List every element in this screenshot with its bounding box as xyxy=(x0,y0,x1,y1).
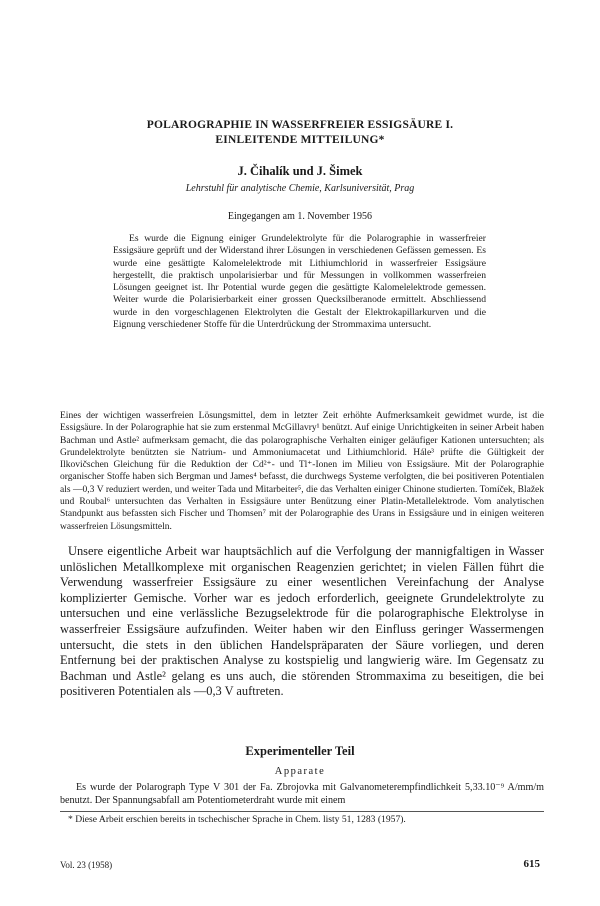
title-line-2: EINLEITENDE MITTEILUNG* xyxy=(215,134,385,146)
body-paragraph: Unsere eigentliche Arbeit war hauptsächlich auf die Verfolgung der mannigfaltigen in Wasser unlöslichen Metallkomplexe mit organischen Reagenzien gerichtet; in vielen Fällen führt die Verwendung wasserfreier Essigsäure zu einer wesentlichen Vereinfachung der Analyse komplizierter Gemische. Vorher war es jedoch erforderlich, geeignete Grundelektrolyte zu untersuchen und eine verlässliche Bezugselektrode für die polarographische Elektrolyse in wasserfreier Essigsäure aufzufinden. Weiter haben wir den Einfluss geringer Wassermengen untersucht, die stets in den üblichen Handelspräparaten der Säure vorliegen, und deren Entfernung bei der praktischen Analyse zu kostspielig und langwierig wäre. Im Gegensatz zu Bachman und Astle² gelang es uns auch, die störenden Strommaxima zu beseitigen, die bei positiveren Potentialen als —0,3 V auftreten. xyxy=(60,544,544,699)
section-heading: Experimenteller Teil xyxy=(245,744,355,758)
apparatus-paragraph: Es wurde der Polarograph Type V 301 der Fa. Zbrojovka mit Galvanometerempfindlichkeit 5,33.10⁻⁹ A/mm/m benutzt. Der Spannungsabfall am Potentiometerdraht wurde mit einem xyxy=(60,782,544,806)
page-number: 615 xyxy=(523,858,540,870)
title-line-1: POLAROGRAPHIE IN WASSERFREIER ESSIGSÄURE I. xyxy=(146,119,454,131)
subsection-heading: Apparate xyxy=(274,766,326,777)
authors: J. Čihalík und J. Šimek xyxy=(237,164,363,178)
affiliation: Lehrstuhl für analytische Chemie, Karlsuniversität, Prag xyxy=(185,183,415,194)
paper-title xyxy=(60,118,540,148)
introduction-paragraph: Eines der wichtigen wasserfreien Lösungsmittel, dem in letzter Zeit erhöhte Aufmerksamkeit gewidmet wurde, ist die Essigsäure. In der Polarographie hat sie zum erstenmal McGillavry¹ benützt. Auf einige Unrichtigkeiten in seiner Arbeit haben Bachman und Astle² aufmerksam gemacht, die das polarographische Verhalten einiger geläufiger Kationen untersuchten; als Grundelektrolyte benützten sie Natrium- und Ammoniumacetat und Lithiumchlorid. Hále³ prüfte die Gültigkeit der Ilkovičschen Gleichung für die Reduktion der Cd²⁺- und Tl⁺-Ionen im Milieu von Essigsäure. Mit der Polarographie organischer Stoffe haben sich Bergman und James⁴ befasst, die durchwegs Systeme verfolgten, die bei positiveren Potentialen als —0,3 V reduziert werden, und weiter Tada und Mitarbeiter⁵, die das Verhalten einiger Chinone studierten. Tomíček, Blažek und Roubal⁶ untersuchten das Verhalten in Essigsäure unter Benützung einer Platin-Metallelektrode. Vom analytischen Standpunkt aus befassten sich Fischer und Thomsen⁷ mit der Polarographie des Urans in Essigsäure und in einigen weiteren wasserfreien Lösungsmitteln. xyxy=(60,411,544,532)
received-date: Eingegangen am 1. November 1956 xyxy=(227,211,373,222)
volume-label: Vol. 23 (1958) xyxy=(60,860,113,870)
abstract: Es wurde die Eignung einiger Grundelektrolyte für die Polarographie in wasserfreier Essigsäure geprüft und der Widerstand ihrer Lösungen in verschiedenen Gefässen gemessen. Es wurde eine gesättigte Kalomelelektrode mit Lithiumchlorid in wasserfreier Essigsäure hergestellt, die praktisch unpolarisierbar und für Messungen in vollkommen wasserfreien Lösungen geeignet ist. Ihr Potential wurde gegen die gesättigte Kalomelelektrode gemessen. Weiter wurde die Polarisierbarkeit einer grossen Quecksilberanode ermittelt. Abschliessend wurde in den vorgeschlagenen Elektrolyten die Gestalt der Elektrokapillarkurven und die Eignung verschiedener Stoffe für die Unterdrückung der Strommaxima untersucht. xyxy=(113,233,486,331)
footnote: * Diese Arbeit erschien bereits in tschechischer Sprache in Chem. listy 51, 1283 (1957). xyxy=(68,814,406,825)
footnote-rule xyxy=(60,811,544,812)
